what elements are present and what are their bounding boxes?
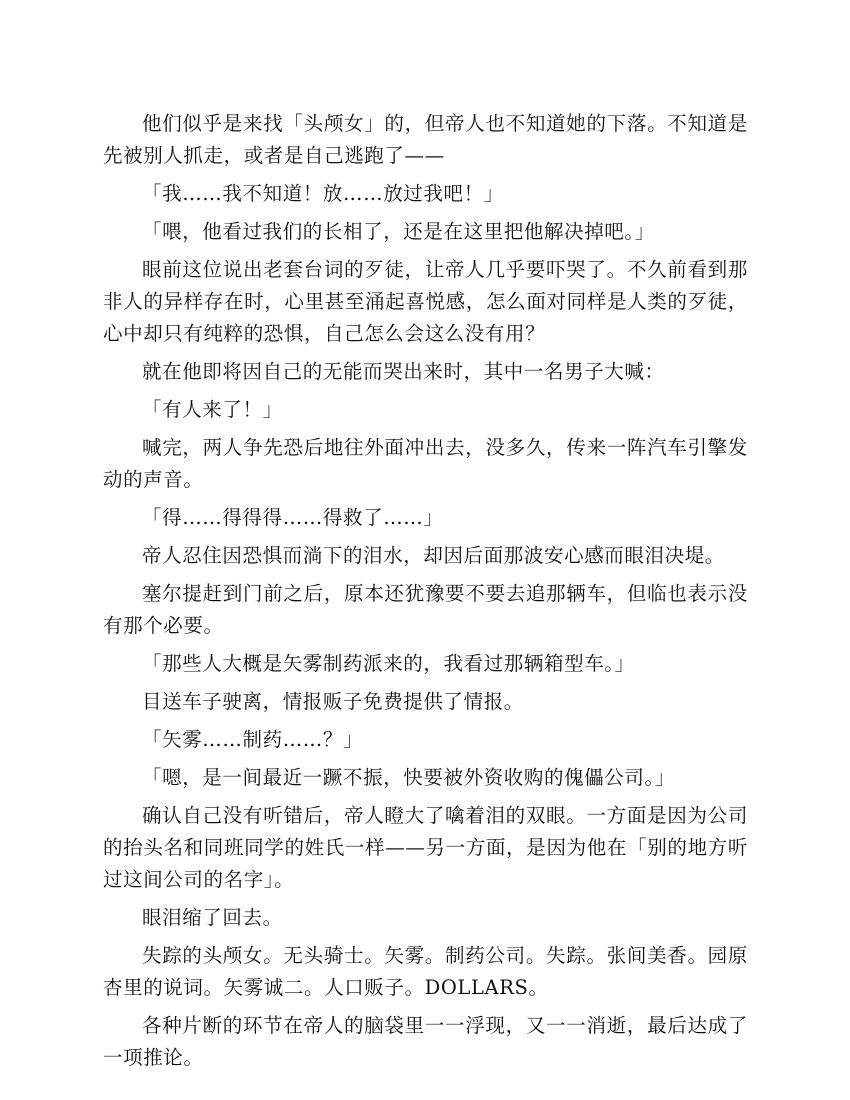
paragraph-3: 「喂，他看过我们的长相了，还是在这里把他解决掉吧。」 (142, 220, 655, 243)
paragraph-9: 帝人忍住因恐惧而淌下的泪水，却因后面那波安心感而眼泪决堤。 (142, 544, 725, 567)
paragraph-16: 眼泪缩了回去。 (142, 906, 283, 929)
paragraph-11: 「那些人大概是矢雾制药派来的，我看过那辆箱型车。」 (142, 652, 635, 675)
paragraph-10: 塞尔提赶到门前之后，原本还犹豫要不要去追那辆车，但临也表示没有那个必要。 (103, 582, 748, 637)
paragraph-4: 眼前这位说出老套台词的歹徒，让帝人几乎要吓哭了。不久前看到那非人的异样存在时，心里甚至涌起喜悦感，怎么面对同样是人类的歹徒，心中却只有纯粹的恐惧，自己怎么会这么没有用？ (103, 258, 748, 345)
paragraph-6: 「有人来了！」 (142, 398, 283, 421)
paragraph-12: 目送车子驶离，情报贩子免费提供了情报。 (142, 690, 524, 713)
paragraph-7: 喊完，两人争先恐后地往外面冲出去，没多久，传来一阵汽车引擎发动的声音。 (103, 436, 748, 491)
paragraph-18: 各种片断的环节在帝人的脑袋里一一浮现，又一一消逝，最后达成了一项推论。 (103, 1014, 748, 1069)
paragraph-17: 失踪的头颅女。无头骑士。矢雾。制药公司。失踪。张间美香。园原杏里的说词。矢雾诚二。人口贩子。DOLLARS。 (103, 944, 748, 999)
paragraph-15: 确认自己没有听错后，帝人瞪大了噙着泪的双眼。一方面是因为公司的抬头名和同班同学的姓氏一样——另一方面，是因为他在「别的地方听过这间公司的名字」。 (103, 804, 748, 891)
paragraph-13: 「矢雾……制药……？」 (142, 728, 364, 751)
paragraph-14: 「嗯，是一间最近一蹶不振，快要被外资收购的傀儡公司。」 (142, 766, 675, 789)
paragraph-5: 就在他即将因自己的无能而哭出来时，其中一名男子大喊： (142, 360, 665, 383)
paragraph-1: 他们似乎是来找「头颅女」的，但帝人也不知道她的下落。不知道是先被别人抓走，或者是自己逃跑了—— (103, 112, 748, 167)
document-body (103, 108, 748, 1080)
paragraph-8: 「得……得得得……得救了……」 (142, 506, 444, 529)
paragraph-2: 「我……我不知道！放……放过我吧！」 (142, 182, 504, 205)
